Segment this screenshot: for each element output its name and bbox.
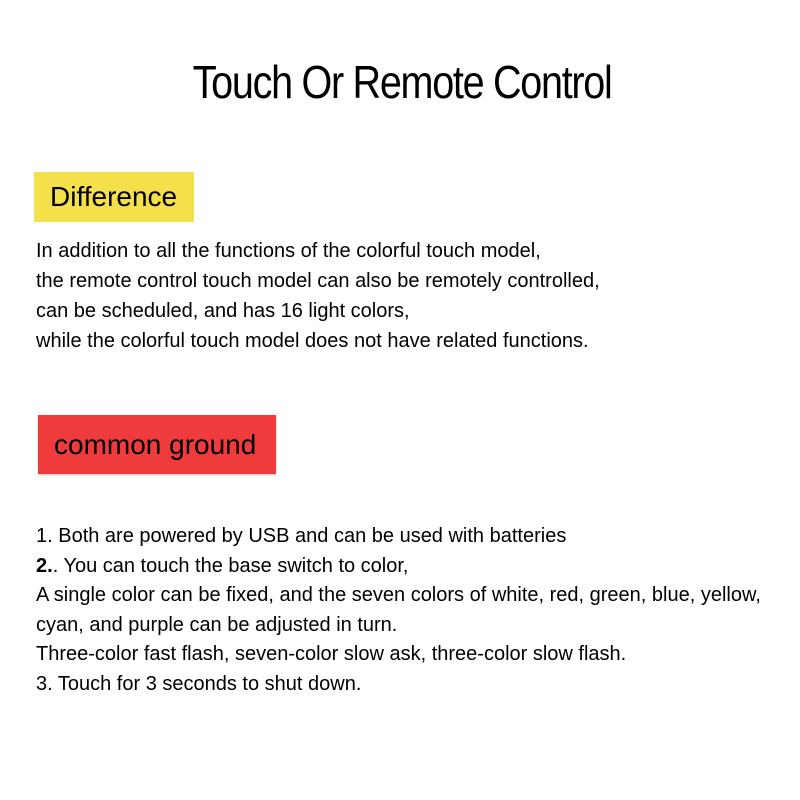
common-line: 3. Touch for 3 seconds to shut down. <box>36 672 362 695</box>
common-ground-label-text: common ground <box>54 428 257 460</box>
page-title: Touch Or Remote Control <box>192 56 612 108</box>
common-line: Three-color fast flash, seven-color slow ask, three-color slow flash. <box>36 643 627 665</box>
common-ground-label <box>38 415 276 474</box>
difference-line: In addition to all the functions of the colorful touch model, <box>36 240 541 262</box>
common-line: cyan, and purple can be adjusted in turn. <box>36 613 398 636</box>
difference-line: the remote control touch model can also be remotely controlled, <box>36 270 600 292</box>
difference-line: while the colorful touch model does not have related functions. <box>36 330 589 352</box>
difference-label-text: Difference <box>50 181 178 212</box>
common-line-2 <box>36 552 761 582</box>
difference-label <box>34 172 194 222</box>
common-line-number: 2. <box>36 554 53 577</box>
difference-description <box>36 236 600 356</box>
common-line-text: . You can touch the base switch to color, <box>52 554 409 577</box>
difference-line: can be scheduled, and has 16 light colors, <box>36 300 410 322</box>
common-ground-description <box>36 522 761 699</box>
common-line: A single color can be fixed, and the seven colors of white, red, green, blue, yellow, <box>36 584 761 606</box>
common-line: 1. Both are powered by USB and can be used with batteries <box>36 525 567 547</box>
